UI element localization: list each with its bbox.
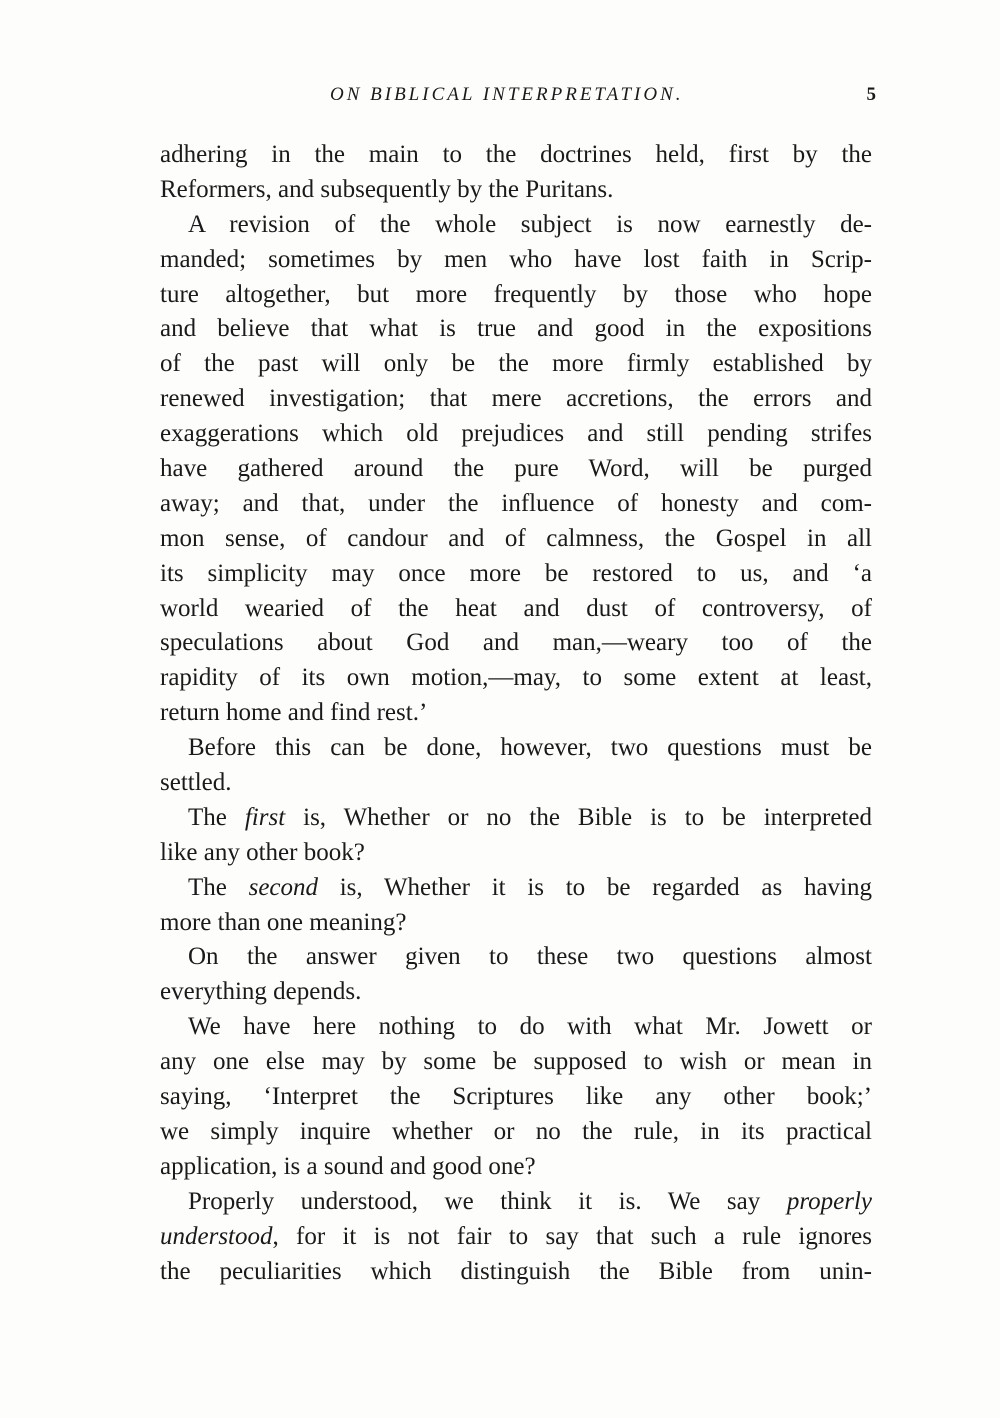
text-line: and believe that what is true and good in the expositions [160,315,872,343]
running-title: ON BIBLICAL INTERPRETATION. [330,84,684,105]
paragraph [160,208,872,731]
text-line: settled. [160,769,232,797]
text-line: application, is a sound and good one? [160,1152,536,1180]
text-line: exaggerations which old prejudices and still pending strifes [160,420,872,448]
italic-term: properly [786,1187,872,1215]
text-line: saying, ‘Interpret the Scriptures like any other book;’ [160,1083,872,1111]
text-line: the peculiarities which distinguish the Bible from unin- [160,1257,872,1285]
text-line: like any other book? [160,838,365,866]
text-line: mon sense, of candour and of calmness, the Gospel in all [160,524,872,552]
paragraph [160,940,872,1010]
text-line: speculations about God and man,—weary too of the [160,629,872,657]
paragraph [160,801,872,871]
text-line [160,871,872,906]
text-run: The [188,873,249,901]
paragraph [160,871,872,941]
paragraph [160,1010,872,1184]
text-line: away; and that, under the influence of honesty and com- [160,489,872,517]
text-run: is, Whether or no the Bible is to be interpreted [285,803,872,831]
text-line [160,801,872,836]
text-run: is, Whether it is to be regarded as having [318,873,872,901]
italic-term: second [248,873,319,901]
text-line: adhering in the main to the doctrines held, first by the [160,141,872,168]
text-line: rapidity of its own motion,—may, to some extent at least, [160,664,872,692]
text-line: world wearied of the heat and dust of controversy, of [160,594,872,622]
paragraph [160,1185,872,1290]
running-head [160,84,876,114]
text-line: On the answer given to these two questions almost [188,943,872,971]
text-line: Before this can be done, however, two questions must be [188,734,872,762]
text-line: We have here nothing to do with what Mr. Jowett or [188,1013,872,1041]
text-line: ture altogether, but more frequently by those who hope [160,280,872,308]
text-line: its simplicity may once more be restored to us, and ‘a [160,559,872,587]
page-number: 5 [866,84,876,105]
text-line: Reformers, and subsequently by the Puritans. [160,175,614,203]
text-line: renewed investigation; that mere accretions, the errors and [160,385,872,413]
text-line [160,1185,872,1220]
paragraph [160,731,872,801]
body-text [160,138,872,1289]
text-run: Properly understood, we think it is. We say [188,1187,787,1215]
paragraph [160,138,872,208]
text-line: have gathered around the pure Word, will be purged [160,455,872,483]
italic-term: understood [160,1222,273,1250]
italic-term: first [244,803,286,831]
text-run: The [188,803,245,831]
text-line [160,1220,872,1255]
text-line: any one else may by some be supposed to wish or mean in [160,1048,872,1076]
text-line: of the past will only be the more firmly established by [160,350,872,378]
text-line: everything depends. [160,978,362,1006]
text-line: manded; sometimes by men who have lost faith in Scrip- [160,245,872,273]
text-line: more than one meaning? [160,908,407,936]
text-line: A revision of the whole subject is now earnestly de- [188,210,872,238]
text-line: return home and find rest.’ [160,699,428,727]
text-line: we simply inquire whether or no the rule, in its practical [160,1117,872,1145]
text-run: , for it is not fair to say that such a rule ignores [272,1222,872,1250]
